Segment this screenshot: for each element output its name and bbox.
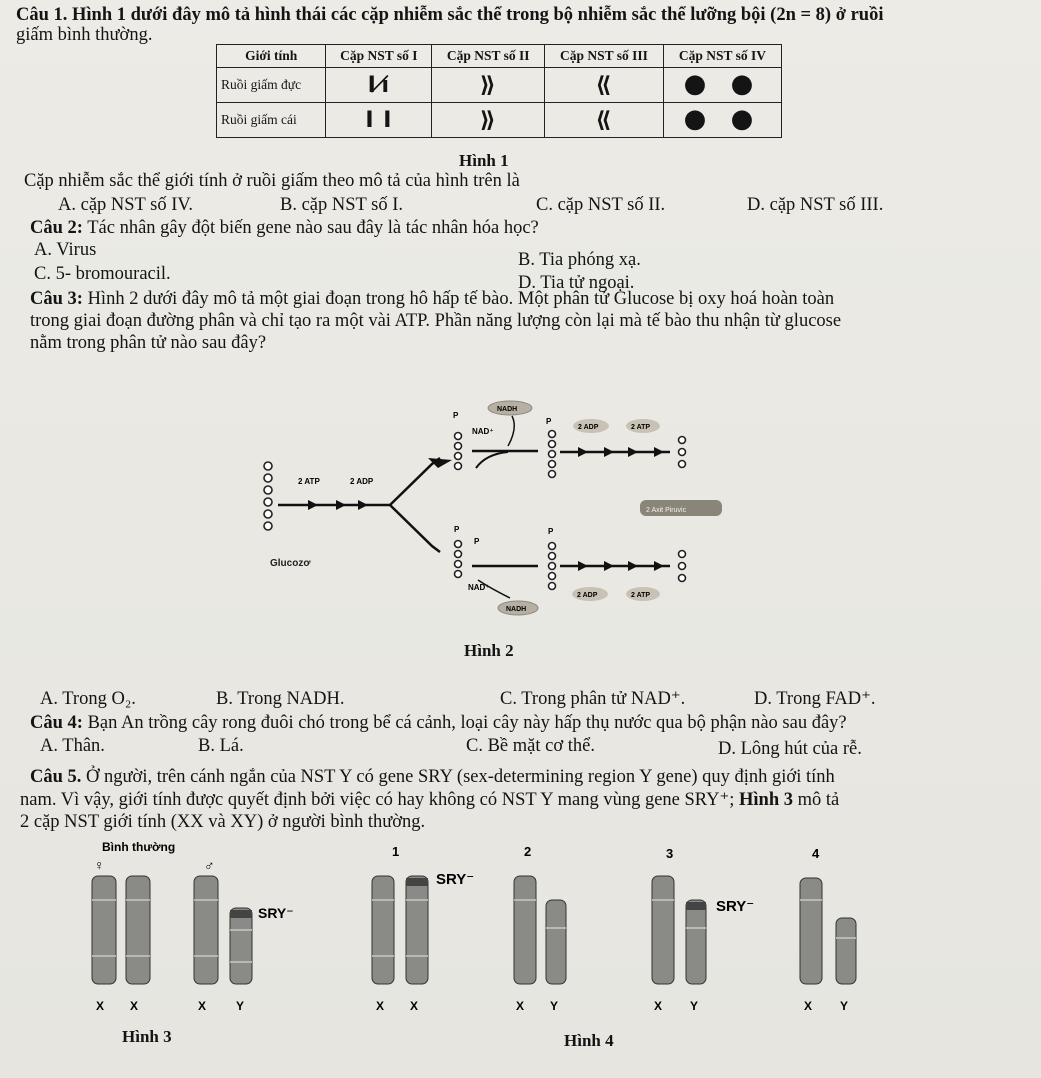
fig4-sry-label-3: SRY⁻ — [716, 898, 755, 915]
table-header: Cặp NST số I — [326, 45, 432, 68]
table-row-label: Ruồi giấm đực — [217, 68, 326, 103]
q2-option-a[interactable]: A. Virus — [34, 240, 97, 260]
q4-option-b[interactable]: B. Lá. — [198, 736, 244, 756]
chromosome-pair-symbol: ⟪ — [544, 68, 663, 103]
p-label: P — [453, 411, 459, 420]
chromosome-pair-symbol: ● ● — [663, 68, 781, 103]
fig4-label-4: 4 — [812, 846, 820, 861]
female-symbol-icon: ♀ — [94, 857, 105, 873]
q3-option-b[interactable]: B. Trong NADH. — [216, 689, 345, 709]
figure-4-abnormal-karyotypes — [360, 838, 860, 1018]
fig3-caption: Hình 3 — [122, 1027, 172, 1046]
glucose-label: Glucozơ — [270, 558, 311, 569]
x-chromosome — [194, 876, 218, 984]
q1-text: Câu 1. Hình 1 dưới đây mô tả hình thái các cặp nhiễm sắc thể trong bộ nhiễm sắc thể lưỡng bội (2n = 8) ở ruồi — [16, 5, 884, 25]
svg-text:P: P — [474, 537, 480, 546]
q3-option-c[interactable]: C. Trong phân tử NAD⁺. — [500, 689, 686, 709]
q4-option-a[interactable]: A. Thân. — [40, 736, 105, 756]
fig4-sry-label-1: SRY⁻ — [436, 871, 475, 888]
atp-in-label: 2 ATP — [298, 477, 320, 486]
x-chromosome — [92, 876, 116, 984]
q1-option-b[interactable]: B. cặp NST số I. — [280, 195, 403, 215]
adp-upper-label: 2 ADP — [578, 424, 599, 431]
nadh-lower-label: NADH — [506, 606, 527, 613]
x-label: X — [96, 999, 105, 1013]
fig1-caption: Hình 1 — [459, 151, 509, 170]
q5-line3: 2 cặp NST giới tính (XX và XY) ở người bình thường. — [20, 812, 426, 832]
table-header: Giới tính — [217, 45, 326, 68]
y-label: Y — [236, 999, 245, 1013]
male-symbol-icon: ♂ — [204, 857, 215, 873]
svg-text:Y: Y — [550, 999, 559, 1013]
x-label: X — [198, 999, 207, 1013]
fig4-label-1: 1 — [392, 844, 400, 859]
svg-text:X: X — [376, 999, 385, 1013]
svg-text:X: X — [654, 999, 663, 1013]
q4-option-d[interactable]: D. Lông hút của rễ. — [718, 739, 862, 759]
q3-option-a[interactable]: A. Trong O₂. — [40, 689, 136, 709]
q3-line3: nằm trong phân tử nào sau đây? — [30, 333, 267, 353]
q3-line2: trong giai đoạn đường phân và chỉ tạo ra một vài ATP. Phần năng lượng còn lại mà tế bào thu nhận từ glucose — [30, 311, 842, 331]
svg-text:X: X — [516, 999, 525, 1013]
x-chromosome — [126, 876, 150, 984]
x-label: X — [130, 999, 139, 1013]
q2-option-d[interactable]: D. Tia tử ngoại. — [518, 273, 635, 293]
q2-question: Câu 2: Tác nhân gây đột biến gene nào sau đây là tác nhân hóa học? — [30, 218, 539, 238]
svg-text:P: P — [546, 417, 552, 426]
nadh-label: NADH — [497, 406, 518, 413]
q1-intro-line2: giấm bình thường. — [16, 25, 153, 45]
table-row-label: Ruồi giấm cái — [217, 103, 326, 138]
q4-option-c[interactable]: C. Bề mặt cơ thể. — [466, 736, 595, 756]
atp-upper-label: 2 ATP — [631, 424, 651, 431]
q5-line1: Câu 5. Ở người, trên cánh ngắn của NST Y có gene SRY (sex-determining region Y gene) quy định giới tính — [30, 767, 835, 787]
fig4-label-3: 3 — [666, 846, 674, 861]
svg-text:X: X — [410, 999, 419, 1013]
q2-option-c[interactable]: C. 5- bromouracil. — [34, 264, 171, 284]
q1-option-a[interactable]: A. cặp NST số IV. — [58, 195, 193, 215]
table-header: Cặp NST số II — [432, 45, 545, 68]
sry-label: SRY⁻ — [258, 905, 294, 921]
svg-text:Y: Y — [690, 999, 699, 1013]
q4-question: Câu 4: Bạn An trồng cây rong đuôi chó trong bể cá cảnh, loại cây này hấp thụ nước qua bộ phận nào sau đây? — [30, 713, 847, 733]
chromosome-table — [216, 44, 782, 138]
fig3-title: Bình thường — [102, 840, 176, 854]
chromosome-pair-symbol: ⟫ — [432, 68, 545, 103]
pyruvate-label: 2 Axit Piruvic — [646, 507, 687, 514]
adp-lower-label: 2 ADP — [577, 592, 598, 599]
atp-lower-label: 2 ATP — [631, 592, 651, 599]
svg-text:P: P — [548, 527, 554, 536]
fig2-caption: Hình 2 — [464, 641, 514, 660]
adp-in-label: 2 ADP — [350, 477, 374, 486]
chromosome-pair-symbol: I ı̸ — [326, 68, 432, 103]
q3-option-d[interactable]: D. Trong FAD⁺. — [754, 689, 876, 709]
nad-lower-label: NAD⁺ — [468, 583, 490, 592]
table-header: Cặp NST số IV — [663, 45, 781, 68]
fig4-label-2: 2 — [524, 844, 532, 859]
q3-line1: Câu 3: Hình 2 dưới đây mô tả một giai đoạn trong hô hấp tế bào. Một phân tử Glucose bị oxy hoá hoàn toàn — [30, 289, 835, 309]
chromosome-pair-symbol: ● ● — [663, 103, 781, 138]
glycolysis-diagram — [240, 388, 740, 624]
figure-3-sex-chromosomes — [82, 838, 294, 1018]
svg-text:Y: Y — [840, 999, 849, 1013]
svg-text:P: P — [454, 525, 460, 534]
chromosome-pair-symbol: ⟫ — [432, 103, 545, 138]
chromosome-pair-symbol: I I — [326, 103, 432, 138]
svg-text:X: X — [804, 999, 813, 1013]
q1-option-d[interactable]: D. cặp NST số III. — [747, 195, 884, 215]
table-header: Cặp NST số III — [544, 45, 663, 68]
q1-option-c[interactable]: C. cặp NST số II. — [536, 195, 666, 215]
nad-label: NAD⁺ — [472, 427, 494, 436]
q5-line2: nam. Vì vậy, giới tính được quyết định bởi việc có hay không có NST Y mang vùng gene SRY⁺; Hình 3 mô tả — [20, 790, 840, 810]
fig4-caption: Hình 4 — [564, 1031, 614, 1050]
q1-question: Cặp nhiễm sắc thể giới tính ở ruồi giấm theo mô tả của hình trên là — [24, 171, 520, 191]
chromosome-pair-symbol: ⟪ — [544, 103, 663, 138]
q1-intro-line1 — [16, 4, 883, 26]
q2-option-b[interactable]: B. Tia phóng xạ. — [518, 250, 641, 270]
y-chromosome — [230, 908, 252, 984]
